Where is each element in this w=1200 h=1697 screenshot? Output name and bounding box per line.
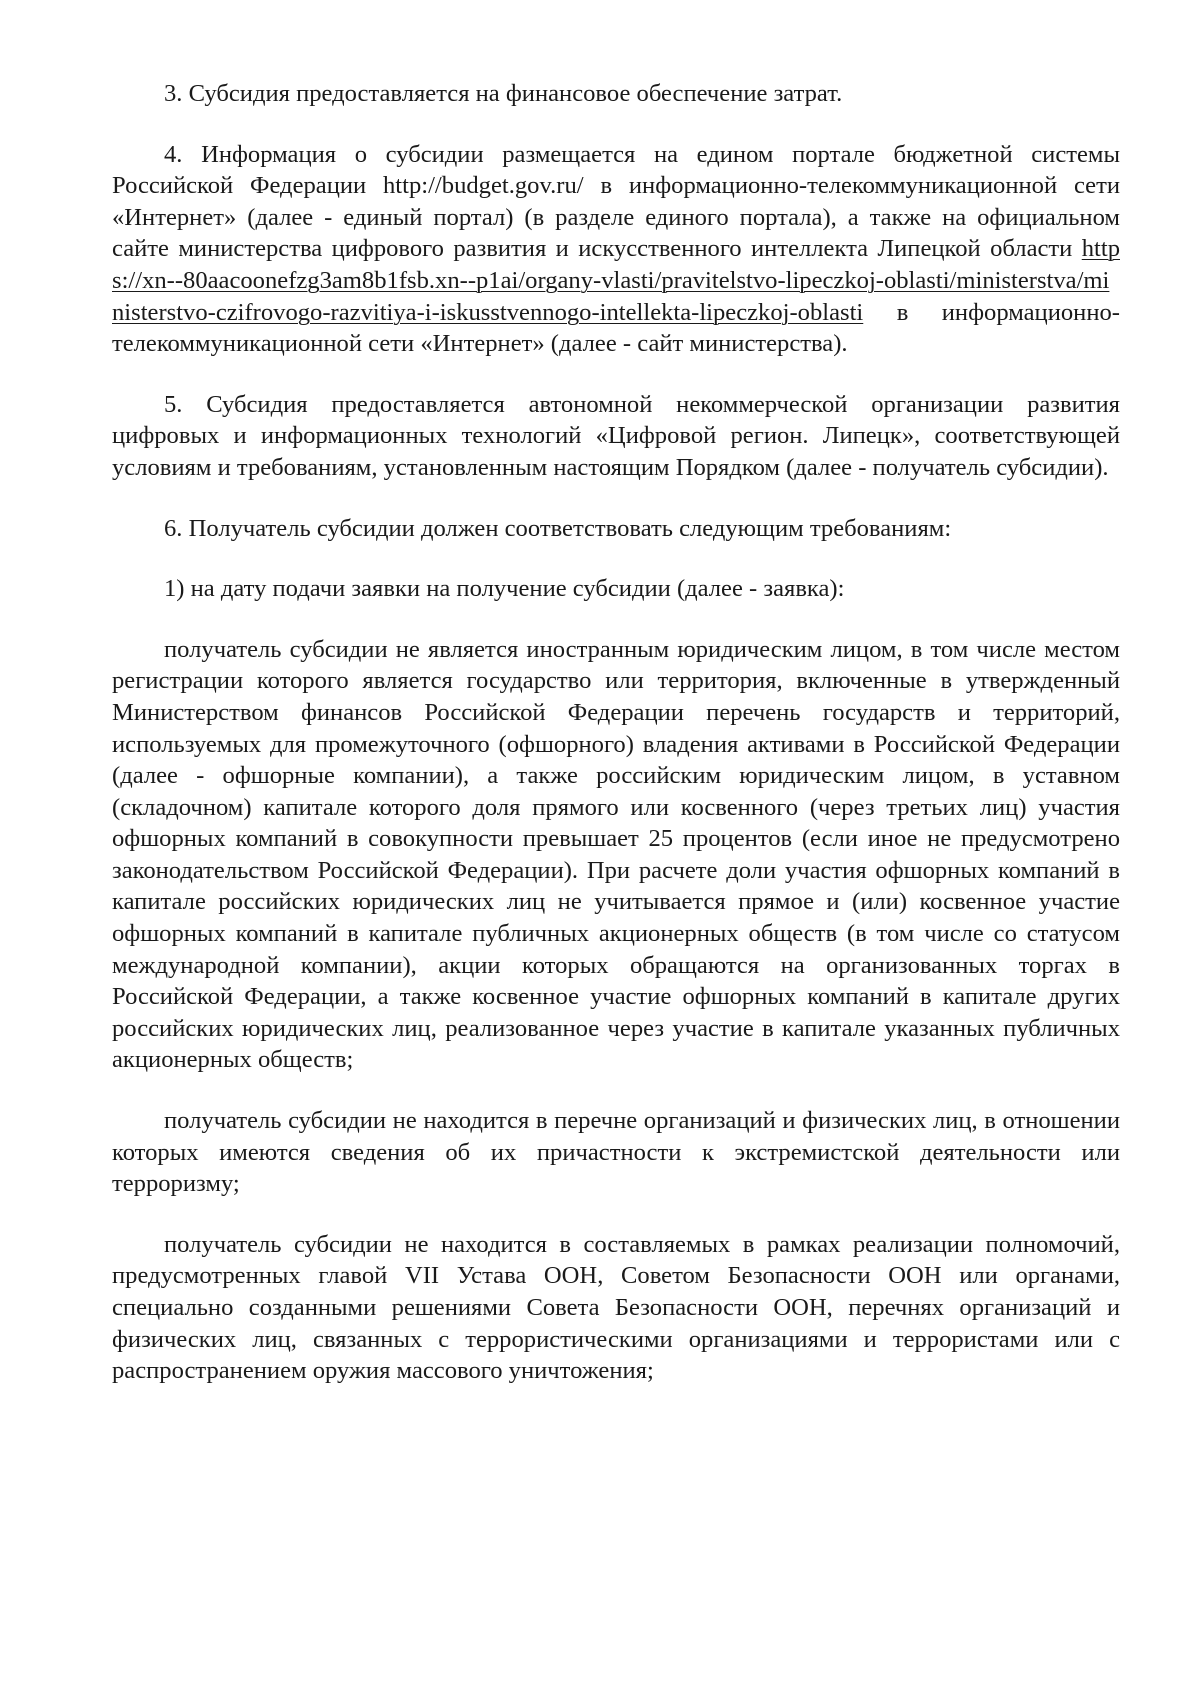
paragraph-3: 3. Субсидия предоставляется на финансовое обеспечение затрат.	[164, 80, 843, 107]
paragraph-4	[112, 139, 1120, 360]
requirement-offshore: получатель субсидии не является иностранным юридическим лицом, в том числе местом регистрации которого является государство или территория, включенные в утвержденный Министерством финансов Российской Федерации перечень государств и территорий, используемых для промежуточного (офшорного) владения активами в Российской Федерации (далее - офшорные компании), а также российским юридическим лицом, в уставном (складочном) капитале которого доля прямого или косвенного (через третьих лиц) участия офшорных компаний в совокупности превышает 25 процентов (если иное не предусмотрено законодательством Российской Федерации). При расчете доли участия офшорных компаний в капитале российских юридических лиц не учитывается прямое и (или) косвенное участие офшорных компаний в капитале публичных акционерных обществ (в том числе со статусом международной компании), акции которых обращаются на организованных торгах в Российской Федерации, а также косвенное участие офшорных компаний в капитале других российских юридических лиц, реализованное через участие в капитале указанных публичных акционерных обществ;	[112, 635, 1120, 1074]
document-page	[112, 78, 1120, 1387]
paragraph-4-text-before: 4. Информация о субсидии размещается на едином портале бюджетной системы Российской Федерации http://budget.gov.ru/ в информационно-телекоммуникационной сети «Интернет» (далее - единый портал) (в разделе единого портала), а также на официальном сайте министерства цифрового развития и искусственного интеллекта Липецкой области	[112, 140, 1120, 263]
ministry-site-link[interactable]: https://xn--80aacoonefzg3am8b1fsb.xn--p1ai/organy-vlasti/pravitelstvo-lipeczkoj-oblasti/ministerstva/ministerstvo-czifrovogo-razvitiya-i-iskusstvennogo-intellekta-lipeczkoj-oblasti	[112, 235, 1120, 326]
paragraph-4-text-after: в информационно-телекоммуникационной сети «Интернет» (далее - сайт министерства).	[112, 298, 1120, 358]
paragraph-6: 6. Получатель субсидии должен соответствовать следующим требованиям:	[164, 514, 952, 542]
requirement-un-lists: получатель субсидии не находится в составляемых в рамках реализации полномочий, предусмотренных главой VII Устава ООН, Советом Безопасности ООН или органами, специально созданными решениями Совета Безопасности ООН, перечнях организаций и физических лиц, связанных с террористическими организациями и террористами или с распространением оружия массового уничтожения;	[112, 1230, 1120, 1385]
paragraph-6-1: 1) на дату подачи заявки на получение субсидии (далее - заявка):	[164, 575, 845, 603]
requirement-extremism: получатель субсидии не находится в перечне организаций и физических лиц, в отношении которых имеются сведения об их причастности к экстремистской деятельности или терроризму;	[112, 1107, 1120, 1198]
paragraph-5: 5. Субсидия предоставляется автономной некоммерческой организации развития цифровых и информационных технологий «Цифровой регион. Липецк», соответствующей условиям и требованиям, установленным настоящим Порядком (далее - получатель субсидии).	[112, 390, 1120, 481]
